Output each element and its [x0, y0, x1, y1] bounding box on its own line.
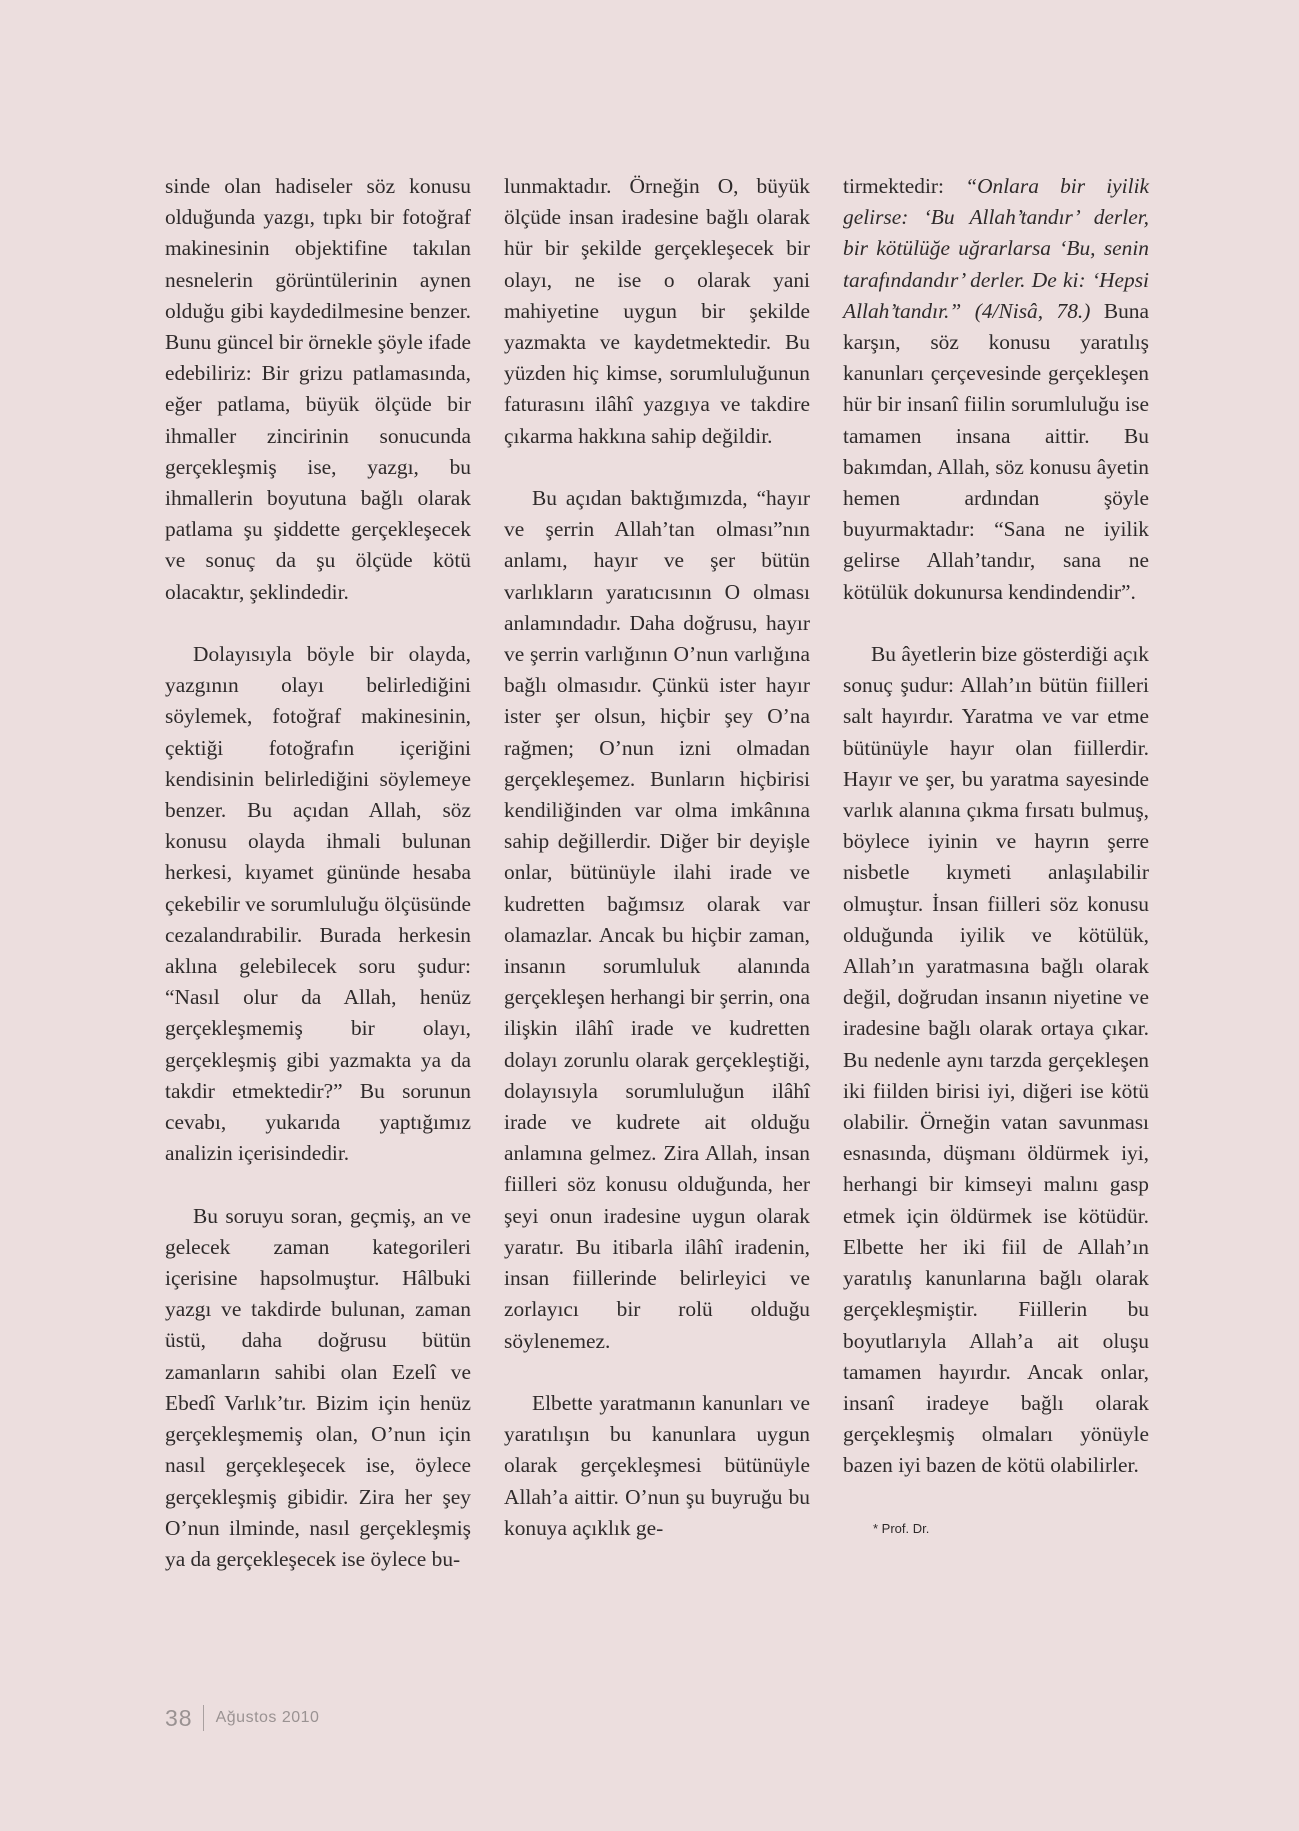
author-footnote: * Prof. Dr. — [873, 1520, 930, 1536]
paragraph — [843, 171, 1149, 608]
paragraph: sinde olan hadiseler söz konusu olduğunda yazgı, tıpkı bir fotoğraf makinesinin objektifine takılan nesnelerin görüntülerinin aynen olduğu gibi kaydedilmesine benzer. Bunu güncel bir örnekle şöyle ifade edebiliriz: Bir grizu patlamasında, eğer patlama, büyük ölçüde bir ihmaller zincirinin sonucunda gerçekleşmiş ise, yazgı, bu ihmallerin boyutuna bağlı olarak patlama şu şiddette gerçekleşecek ve sonuç da şu ölçüde kötü olacaktır, şeklindedir. — [165, 174, 471, 604]
text-column-1 — [165, 171, 471, 1575]
issue-date: Ağustos 2010 — [215, 1709, 320, 1726]
paragraph: Dolayısıyla böyle bir olayda, yazgının olayı belirlediğini söylemek, fotoğraf makinesinin, çektiği fotoğrafın içeriğini kendisinin belirlediğini söylemeye benzer. Bu açıdan Allah, söz konusu olayda ihmali bulunan herkesi, kıyamet gününde hesaba çekebilir ve sorumluluğu ölçüsünde cezalandırabilir. Burada herkesin aklına gelebilecek soru şudur: “Nasıl olur da Allah, henüz gerçekleşmemiş bir olayı, gerçekleşmiş gibi yazmakta ya da takdir etmektedir?” Bu sorunun cevabı, yukarıda yaptığımız analizin içerisindedir. — [165, 642, 471, 1166]
text-column-3 — [843, 171, 1149, 1544]
page-number: 38 — [165, 1704, 193, 1731]
paragraph: lunmaktadır. Örneğin O, büyük ölçüde insan iradesine bağlı olarak hür bir şekilde gerçekleşecek bir olayı, ne ise o olarak yani mahiyetine uygun bir şekilde yazmakta ve kaydetmektedir. Bu yüzden hiç kimse, sorumluluğunun faturasını ilâhî yazgıya ve takdire çıkarma hakkına sahip değildir. — [504, 174, 810, 448]
paragraph-lead: tirmektedir: — [843, 174, 966, 198]
paragraph: Elbette yaratmanın kanunları ve yaratılışın bu kanunlara uygun olarak gerçekleşmesi bütünüyle Allah’a aittir. O’nun şu buyruğu bu konuya açıklık ge- — [504, 1390, 810, 1540]
text-column-2 — [504, 171, 810, 1544]
footer-divider — [203, 1705, 204, 1731]
verse-quote: “Onlara bir iyilik gelirse: ‘Bu Allah’tandır’ derler, bir kötülüğe uğrarlarsa ‘Bu, senin tarafındandır’ derler. De ki: ‘Hepsi Allah’tandır.” (4/Nisâ, 78.) — [843, 174, 1150, 323]
paragraph-rest: Buna karşın, söz konusu yaratılış kanunları çerçevesinde gerçekleşen hür bir insanî fiilin sorumluluğu ise tamamen insana aittir. Bu bakımdan, Allah, söz konusu âyetin hemen ardından şöyle buyurmaktadır: “Sana ne iyilik gelirse Allah’tandır, sana ne kötülük dokunursa kendindendir”. — [843, 298, 1149, 604]
paragraph: Bu soruyu soran, geçmiş, an ve gelecek zaman kategorileri içerisine hapsolmuştur. Hâlbuki yazgı ve takdirde bulunan, zaman üstü, daha doğrusu bütün zamanların sahibi olan Ezelî ve Ebedî Varlık’tır. Bizim için henüz gerçekleşmemiş olan, O’nun için nasıl gerçekleşecek ise, öylece gerçekleşmiş gibidir. Zira her şey O’nun ilminde, nasıl gerçekleşmiş ya da gerçekleşecek ise öylece bu- — [165, 1203, 471, 1571]
paragraph: Bu âyetlerin bize gösterdiği açık sonuç şudur: Allah’ın bütün fiilleri salt hayırdır. Yaratma ve var etme bütünüyle hayır olan fiillerdir. Hayır ve şer, bu yaratma sayesinde varlık alanına çıkma fırsatı bulmuş, böylece iyinin ve hayrın şerre nisbetle kıymeti anlaşılabilir olmuştur. İnsan fiilleri söz konusu olduğunda iyilik ve kötülük, Allah’ın yaratmasına bağlı olarak değil, doğrudan insanın niyetine ve iradesine bağlı olarak ortaya çıkar. Bu nedenle aynı tarzda gerçekleşen iki fiilden birisi iyi, diğeri ise kötü olabilir. Örneğin vatan savunması esnasında, düşmanı öldürmek iyi, herhangi bir kimseyi malını gasp etmek için öldürmek ise kötüdür. Elbette her iki fiil de Allah’ın yaratılış kanunlarına bağlı olarak gerçekleşmiştir. Fiillerin bu boyutlarıyla Allah’a ait oluşu tamamen hayırdır. Ancak onlar, insanî iradeye bağlı olarak gerçekleşmiş olmaları yönüyle bazen iyi bazen de kötü olabilirler. — [843, 642, 1149, 1478]
page-footer — [165, 1703, 319, 1733]
paragraph: Bu açıdan baktığımızda, “hayır ve şerrin Allah’tan olması”nın anlamı, hayır ve şer bütün varlıkların yaratıcısının O olması anlamındadır. Daha doğrusu, hayır ve şerrin varlığının O’nun varlığına bağlı olmasıdır. Çünkü ister hayır ister şer olsun, hiçbir şey O’na rağmen; O’nun izni olmadan gerçekleşemez. Bunların hiçbirisi kendiliğinden var olma imkânına sahip değillerdir. Diğer bir deyişle onlar, bütünüyle ilahi irade ve kudretten bağımsız olarak var olamazlar. Ancak bu hiçbir zaman, insanın sorumluluk alanında gerçekleşen herhangi bir şerrin, ona ilişkin ilâhî irade ve kudretten dolayı zorunlu olarak gerçekleştiği, dolayısıyla sorumluluğun ilâhî irade ve kudrete ait olduğu anlamına gelmez. Zira Allah, insan fiilleri söz konusu olduğunda, her şeyi onun iradesine uygun olarak yaratır. Bu itibarla ilâhî iradenin, insan fiillerinde belirleyici ve zorlayıcı bir rolü olduğu söylenemez. — [504, 486, 810, 1353]
